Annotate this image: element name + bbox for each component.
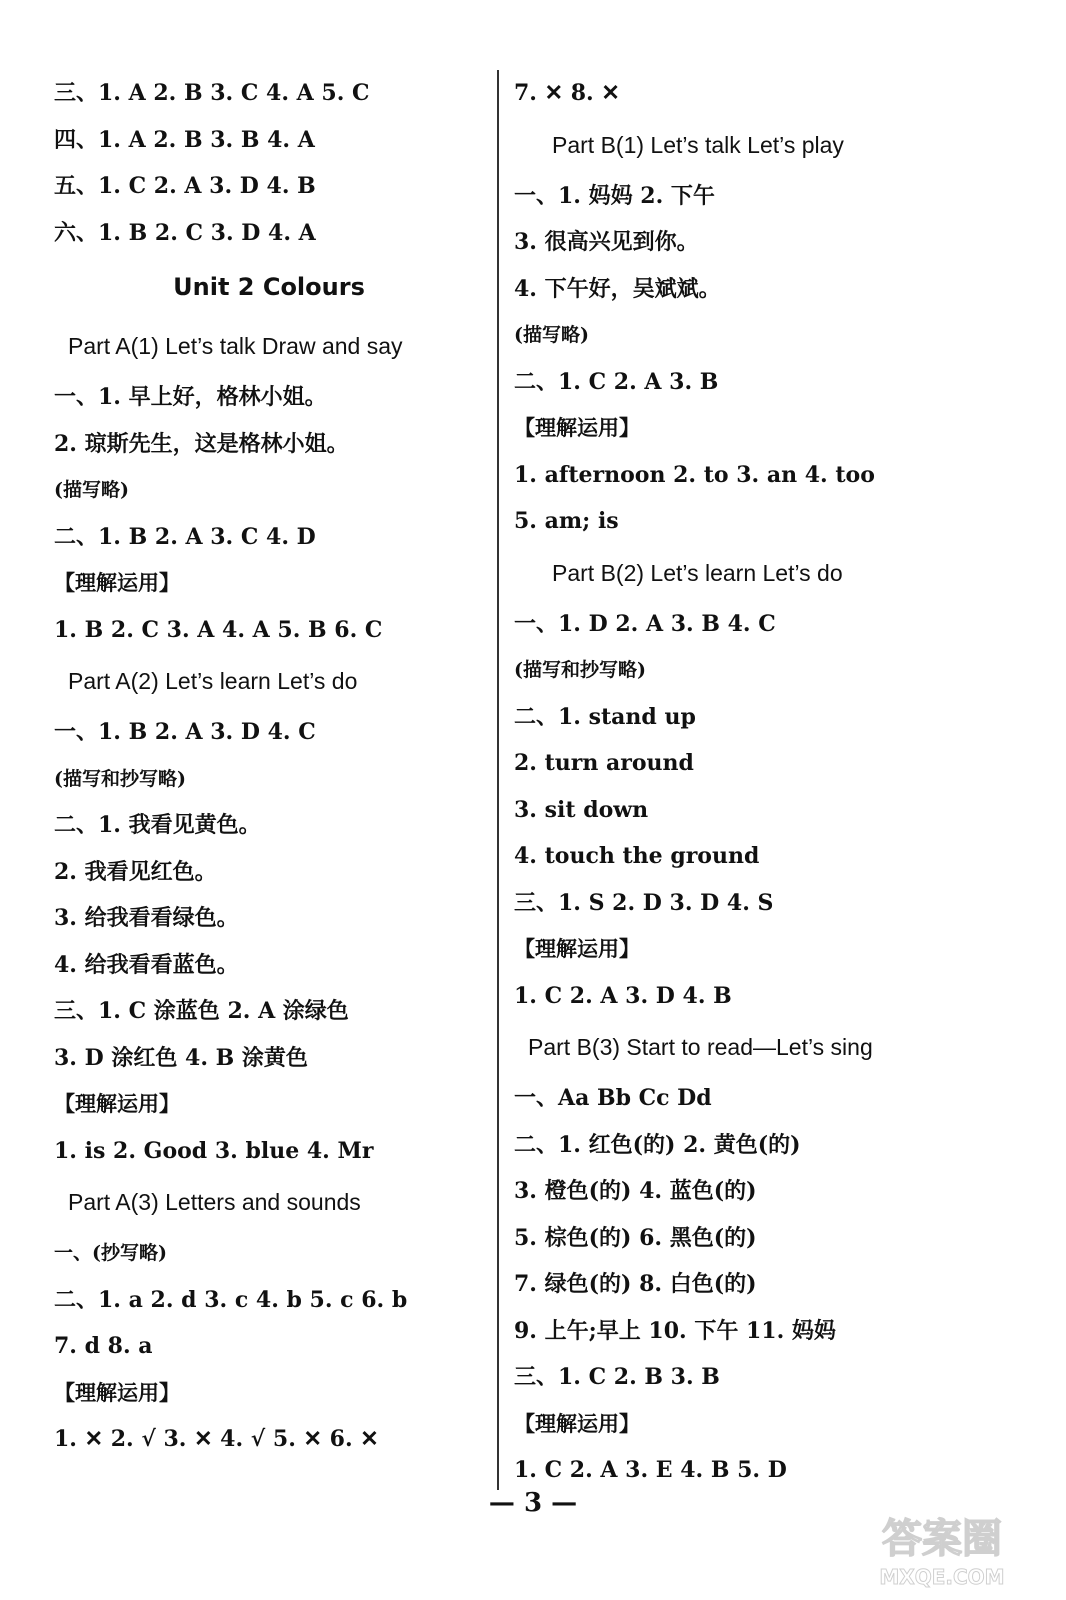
answer-line: 六、1. B 2. C 3. D 4. A [54,219,316,246]
section-label: 【理解运用】 [514,1410,640,1436]
answer-line: 3. sit down [514,796,649,823]
watermark-logo [852,1506,1032,1590]
note-line: (描写和抄写略) [514,659,646,681]
section-label: 【理解运用】 [54,1091,180,1116]
answer-line: 二、1. a 2. d 3. c 4. b 5. c 6. b [54,1286,408,1313]
section-label: 【理解运用】 [54,570,180,595]
answer-line: 二、1. B 2. A 3. C 4. D [54,523,316,550]
answer-line: 3. 给我看看绿色。 [54,905,239,931]
answer-line: 1. ✕ 2. √ 3. ✕ 4. √ 5. ✕ 6. ✕ [54,1426,379,1452]
note-line: 一、(抄写略) [54,1242,167,1264]
answer-line: 3. 很高兴见到你。 [514,229,699,255]
part-heading: Part B(3) Start to read—Let’s sing [528,1034,873,1060]
note-line: (描写略) [514,324,589,346]
watermark-logo-text: 答案圈 [882,1516,1002,1562]
answer-line: 二、1. 我看见黄色。 [54,812,261,838]
answer-line: 一、1. B 2. A 3. D 4. C [54,719,316,745]
answer-line: 一、Aa Bb Cc Dd [514,1085,712,1111]
answer-line: 7. ✕ 8. ✕ [514,80,620,106]
answer-line: 4. 下午好，吴斌斌。 [514,275,721,302]
answer-line: 4. touch the ground [514,843,760,869]
watermark-url: MXQE.COM [879,1565,1005,1589]
right-column [514,70,1014,1494]
answer-line: 3. D 涂红色 4. B 涂黄色 [54,1044,308,1071]
answer-line: 三、1. C 涂蓝色 2. A 涂绿色 [54,998,349,1024]
answer-line: 3. 橙色(的) 4. 蓝色(的) [514,1178,757,1204]
note-line: (描写和抄写略) [54,767,186,790]
section-label: 【理解运用】 [54,1379,180,1405]
answer-line: 5. 棕色(的) 6. 黑色(的) [514,1224,757,1251]
answer-line: 1. B 2. C 3. A 4. A 5. B 6. C [54,616,383,643]
answer-line: 4. 给我看看蓝色。 [54,951,239,978]
answer-line: 一、1. D 2. A 3. B 4. C [514,610,776,637]
answer-line: 2. 琼斯先生，这是格林小姐。 [54,430,349,457]
answer-line: 一、1. 妈妈 2. 下午 [514,182,715,209]
column-divider [497,70,499,1490]
answer-line: 二、1. stand up [514,703,696,730]
part-heading: Part B(1) Let’s talk Let’s play [552,131,844,158]
answer-line: 三、1. C 2. B 3. B [514,1364,720,1390]
note-line: (描写略) [54,479,129,501]
part-heading: Part B(2) Let’s learn Let’s do [552,559,843,586]
answer-line: 五、1. C 2. A 3. D 4. B [54,173,316,199]
answer-line: 一、1. 早上好，格林小姐。 [54,384,327,410]
part-heading: Part A(2) Let’s learn Let’s do [68,668,358,694]
answer-line: 四、1. A 2. B 3. B 4. A [54,126,315,153]
left-column [54,70,484,1463]
part-heading: Part A(3) Letters and sounds [68,1189,361,1215]
answer-line: 1. is 2. Good 3. blue 4. Mr [54,1137,374,1164]
answer-line: 5. am; is [514,508,619,534]
unit-heading: Unit 2 Colours [173,273,365,301]
answer-line: 1. C 2. A 3. E 4. B 5. D [514,1457,787,1483]
page-number: — 3 — [488,1488,578,1518]
section-label: 【理解运用】 [514,936,640,961]
answer-line: 1. C 2. A 3. D 4. B [514,982,732,1009]
answer-line: 7. 绿色(的) 8. 白色(的) [514,1271,757,1297]
answer-line: 2. turn around [514,750,694,776]
section-label: 【理解运用】 [514,415,640,440]
answer-line: 二、1. 红色(的) 2. 黄色(的) [514,1131,801,1158]
answer-line: 2. 我看见红色。 [54,858,217,885]
answer-line: 1. afternoon 2. to 3. an 4. too [514,461,875,488]
answer-line: 7. d 8. a [54,1333,153,1359]
part-heading: Part A(1) Let’s talk Draw and say [68,333,403,359]
answer-line: 二、1. C 2. A 3. B [514,368,719,395]
answer-line: 三、1. S 2. D 3. D 4. S [514,889,774,916]
answer-line: 9. 上午;早上 10. 下午 11. 妈妈 [514,1317,836,1344]
answer-line: 三、1. A 2. B 3. C 4. A 5. C [54,80,370,106]
